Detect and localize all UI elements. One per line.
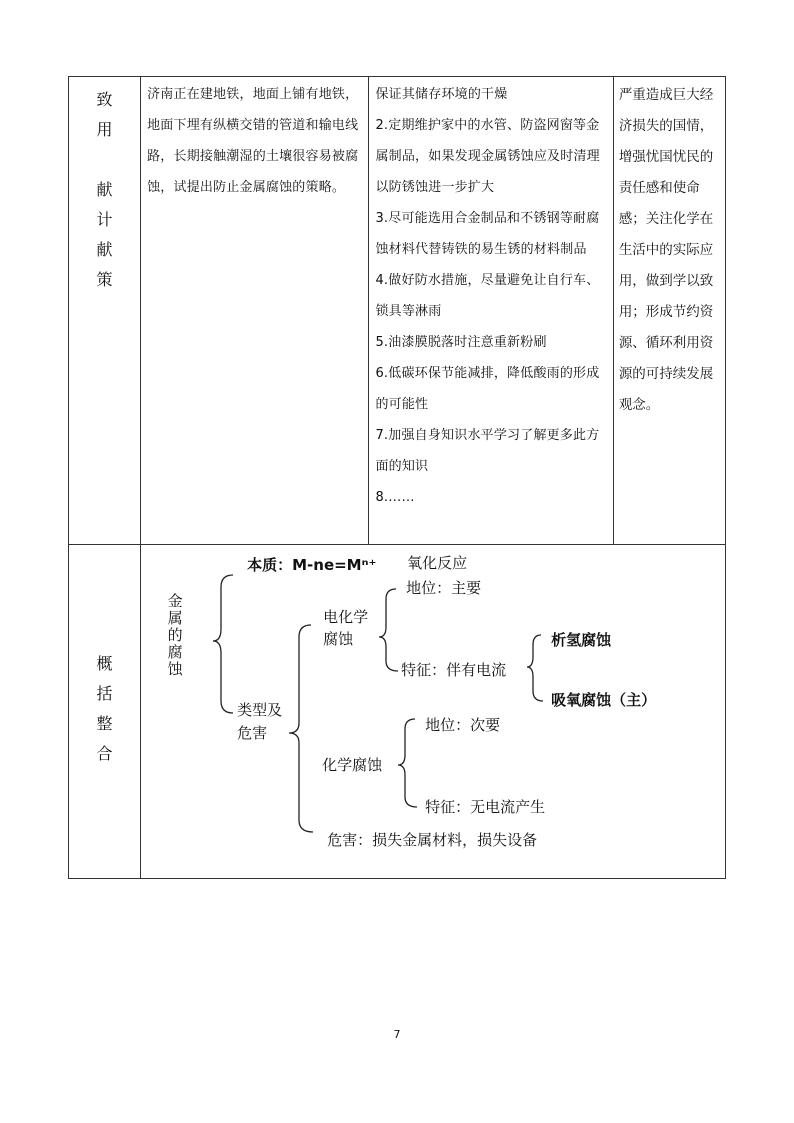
oxygen-corrosion-node: 吸氧腐蚀（主） — [551, 691, 657, 709]
label-char: 献 — [96, 180, 113, 199]
row-label-application — [69, 77, 141, 545]
answer-item: 8.…… — [375, 490, 415, 505]
root-concept: 金 属 的 腐 蚀 — [167, 592, 183, 678]
chem-status-node: 地位：次要 — [425, 716, 501, 734]
question-cell — [141, 77, 369, 545]
electro-node-line2: 腐蚀 — [323, 630, 354, 648]
label-char: 计 — [96, 210, 113, 229]
chemical-corrosion-node: 化学腐蚀 — [322, 756, 383, 774]
electro-status-node: 地位：主要 — [406, 579, 482, 597]
harm-label-node: 危害 — [237, 724, 268, 742]
label-char: 策 — [96, 270, 113, 289]
label-char: 合 — [96, 744, 113, 763]
label-char: 致 — [96, 90, 113, 109]
answers-cell — [369, 77, 613, 545]
lesson-table — [68, 76, 726, 879]
concept-map-cell — [141, 545, 726, 879]
answer-item: 3.尽可能选用合金制品和不锈钢等耐腐蚀材料代替铸铁的易生锈的材料制品 — [375, 211, 600, 257]
label-char: 概 — [96, 654, 113, 673]
hydrogen-corrosion-node: 析氢腐蚀 — [551, 631, 612, 649]
goal-text: 严重造成巨大经济损失的国情，增强忧国忧民的责任感和使命感；关注化学在生活中的实际应用，做到学以致用；形成节约资源、循环利用资源的可持续发展观念。 — [618, 87, 714, 413]
root-brace — [213, 575, 233, 713]
feature-brace — [527, 635, 543, 701]
answer-item: 5.油漆膜脱落时注意重新粉刷 — [375, 335, 547, 350]
types-node: 类型及 — [237, 701, 283, 719]
label-char: 整 — [96, 714, 113, 733]
types-brace — [289, 625, 313, 832]
chem-feature-node: 特征：无电流产生 — [425, 798, 546, 816]
label-char: 献 — [96, 240, 113, 259]
answer-item: 7.加强自身知识水平学习了解更多此方面的知识 — [375, 428, 600, 474]
essence-node: 本质：M-ne=Mⁿ⁺ — [247, 556, 377, 574]
electro-node: 电化学 — [323, 608, 369, 626]
chemical-brace — [398, 719, 417, 807]
harm-node: 危害：损失金属材料，损失设备 — [327, 831, 538, 849]
page-number: 7 — [393, 1028, 401, 1041]
electro-brace — [379, 589, 398, 671]
row-label-summary — [69, 545, 141, 879]
question-text: 济南正在建地铁，地面上铺有地铁，地面下埋有纵横交错的管道和输电线路，长期接触潮湿的土壤很容易被腐蚀，试提出防止金属腐蚀的策略。 — [147, 87, 359, 195]
row-summary — [69, 545, 726, 879]
answer-item: 保证其储存环境的干燥 — [375, 87, 508, 102]
reaction-node: 氧化反应 — [407, 554, 468, 572]
row-application — [69, 77, 726, 545]
label-char: 括 — [96, 684, 113, 703]
answer-item: 2.定期维护家中的水管、防盗网窗等金属制品，如果发现金属锈蚀应及时清理以防锈蚀进一步扩大 — [375, 118, 600, 195]
electro-feature-node: 特征：伴有电流 — [401, 661, 507, 679]
goal-cell — [613, 77, 725, 545]
answer-item: 6.低碳环保节能减排，降低酸雨的形成的可能性 — [375, 366, 600, 412]
answer-item: 4.做好防水措施，尽量避免让自行车、锁具等淋雨 — [375, 273, 600, 319]
label-char: 用 — [96, 120, 113, 139]
